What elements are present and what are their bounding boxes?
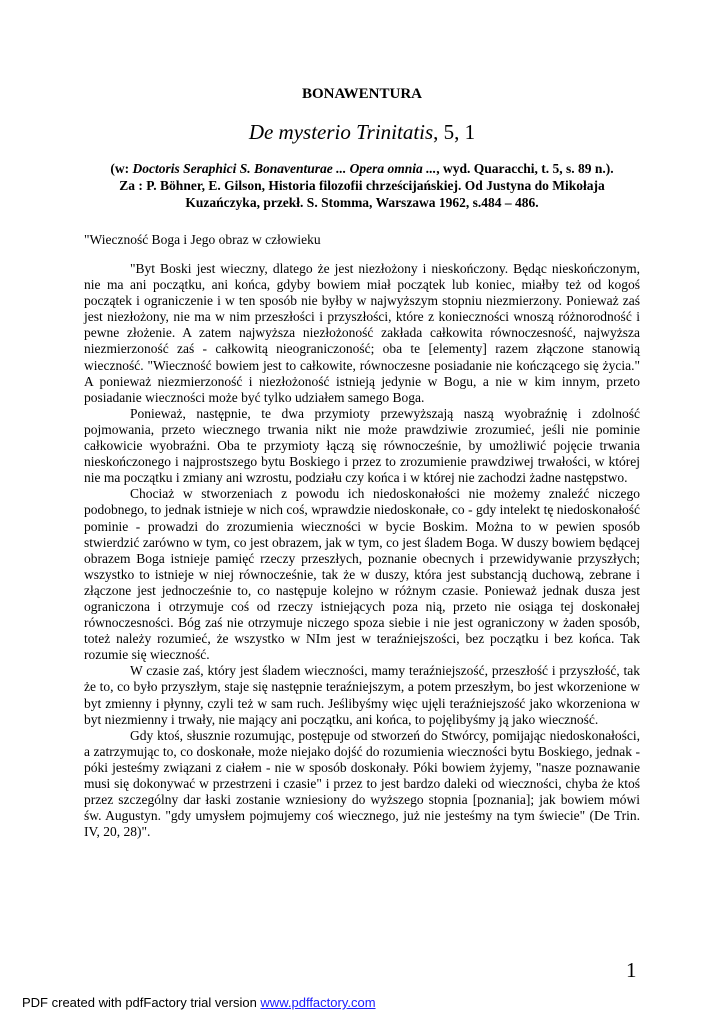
pdffactory-link[interactable]: www.pdffactory.com [260,995,376,1010]
paragraph: Gdy ktoś, słusznie rozumując, postępuje od stworzeń do Stwórcy, pomijając niedoskonałości, a zatrzymując to, co doskonałe, może niejako dojść do rozumienia wieczności bytu Boskiego, jednak - póki jesteśmy związani z ciałem - nie w sposób doskonały. Póki bowiem żyjemy, "nasze poznawanie musi się dokonywać w przestrzeni i czasie" i przez to jest bardzo daleki od wieczności, chyba że ktoś przez szczególny dar łaski zostanie wzniesiony do wyższego stopnia [poznania]; jak bowiem mówi św. Augustyn. "gdy umysłem pojmujemy coś wiecznego, już nie jesteśmy na tym świecie" (De Trin. IV, 20, 28)". [84,727,640,840]
paragraph: W czasie zaś, który jest śladem wieczności, mamy teraźniejszość, przeszłość i przyszłość, tak że to, co było przyszłym, staje się następnie teraźniejszym, a potem przeszłym, bo jest wkorzenione w byt zmienny i płynny, czyli też w sam ruch. Jeślibyśmy więc ujęli teraźniejszość jako wkorzeniona w byt niezmienny i trwały, nie mający ani początku, ani końca, to pojęlibyśmy ją jako wieczność. [84,663,640,727]
title-rest: , 5, 1 [433,120,476,144]
paragraph: "Byt Boski jest wieczny, dlatego że jest niezłożony i nieskończony. Będąc nieskończonym, nie ma ani początku, ani końca, gdyby bowiem miał początek lub koniec, miałby też od kogoś początek i ograniczenie i w ten sposób nie byłby w najwyższym stopniu niezmierzony. Ponieważ zaś jest niezłożony, nie ma w nim przeszłości i przyszłości, które z konieczności wnoszą różnorodność i pewne złożenie. A zatem najwyższa niezłożoność zakłada całkowita równoczesność, najwyższa niezmierzoność zaś - całkowitą nieograniczoność; oba te [elementy] razem złączone stanowią wieczność. "Wieczność bowiem jest to całkowite, równoczesne posiadanie nie kończącego się życia." A ponieważ niezmierzoność i niezłożoność istnieją jedynie w Bogu, a nie w kim innym, przeto posiadanie wieczności może być tylko udziałem samego Boga. [84,261,640,405]
source-line2: Za : P. Böhner, E. Gilson, Historia filozofii chrześcijańskiej. Od Justyna do Mikołaja Kuzańczyka, przekł. S. Stomma, Warszawa 1962, s.484 – 486. [119,178,605,210]
section-heading: "Wieczność Boga i Jego obraz w człowieku [84,232,321,247]
source-line1-c: , wyd. Quaracchi, t. 5, s. 89 n.). [436,161,614,176]
document-title [0,120,724,145]
source-line1-italic: Doctoris Seraphici S. Bonaventurae ... Opera omnia ... [132,161,437,176]
title-italic: De mysterio Trinitatis [248,120,434,144]
page-number: 1 [626,958,637,982]
body-text [84,261,640,840]
source-line1-a: (w: [110,161,133,176]
author-name: BONAWENTURA [301,86,422,102]
paragraph: Chociaż w stworzeniach z powodu ich niedoskonałości nie możemy znaleźć niczego podobnego, to jednak istnieje w nich coś, wprawdzie niedoskonałe, co - gdy intelekt tę niedoskonałość pominie - prowadzi do zrozumienia wieczności w bycie Boskim. Można to w pewien sposób stwierdzić zarówno w tym, co jest obrazem, jak w tym, co jest śladem Boga. W duszy bowiem będącej obrazem Boga istnieje pamięć rzeczy przeszłych, poznanie obecnych i przewidywanie przyszłych; wszystko to istnieje w niej równocześnie, tak że w duszy, która jest substancją duchową, zebrane i złączone jest jednocześnie to, co następuje kolejno w różnym czasie. Ponieważ jednak dusza jest ograniczona i otrzymuje coś od rzeczy istniejących poza nią, przeto nie osiąga tej doskonałej równoczesności. Bóg zaś nie otrzymuje niczego spoza siebie i nie jest ograniczony w żaden sposób, toteż należy rozumieć, że wszystko w NIm jest w teraźniejszości, bez początku i bez końca. Tak rozumie się wieczność. [84,486,640,663]
paragraph: Ponieważ, następnie, te dwa przymioty przewyższają naszą wyobraźnię i zdolność pojmowania, przeto wiecznego trwania nikt nie może prawdziwie zrozumieć, jeśli nie pominie całkowicie wyobraźni. Oba te przymioty łączą się równocześnie, by umożliwić pojęcie trwania nieskończonego i najprostszego bytu Boskiego i przez to zrozumienie prawdziwej trwałości, w której nie ma początku i zmiany ani wzrostu, podziału czy końca i w której nie zachodzi żadne następstwo. [84,405,640,486]
source-citation [84,160,640,211]
pdf-footer [22,995,376,1010]
footer-text: PDF created with pdfFactory trial version [22,995,261,1010]
